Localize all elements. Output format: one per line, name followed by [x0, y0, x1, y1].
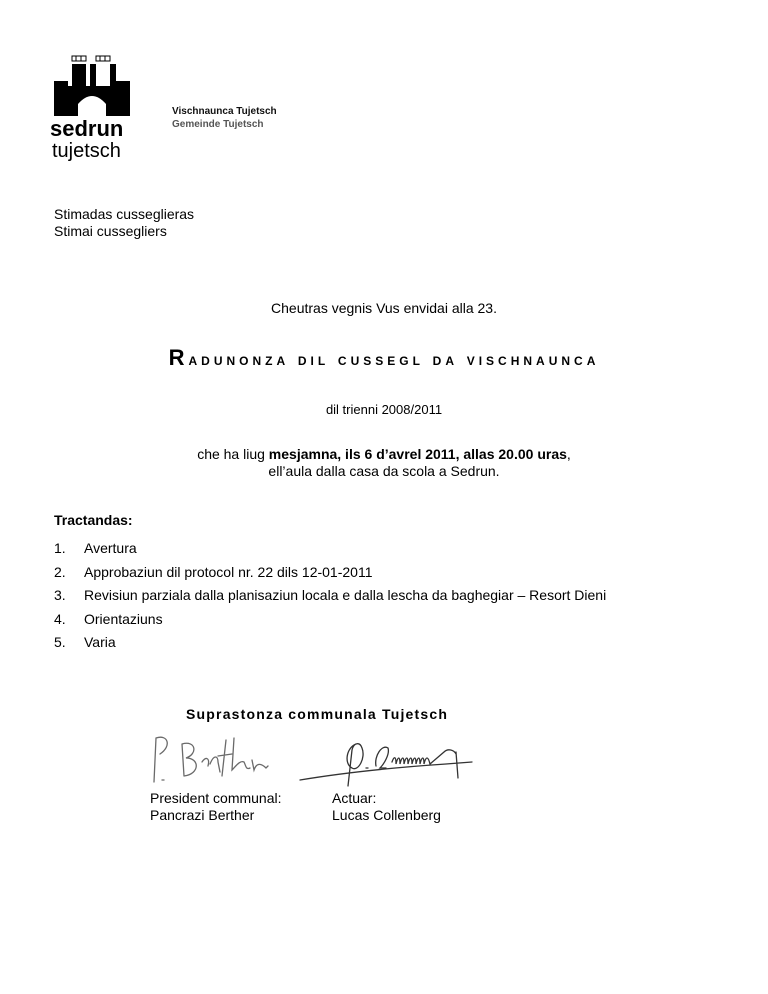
logo-sedrun: sedrun — [50, 116, 124, 141]
item-number: 4. — [54, 610, 66, 627]
logo-tujetsch: tujetsch — [52, 140, 121, 162]
when-suffix: , — [566, 446, 571, 462]
salutation-line: Stimadas cusseglieras — [54, 206, 195, 222]
item-number: 3. — [54, 587, 66, 603]
org-name-romansh: Vischnaunca Tujetsch — [172, 106, 277, 117]
meeting-when — [0, 446, 768, 480]
list-item — [54, 611, 606, 635]
item-text: Avertura — [84, 540, 137, 556]
president-block — [150, 790, 282, 824]
item-number: 1. — [54, 540, 66, 556]
item-number: 2. — [54, 563, 66, 580]
president-role: President communal: — [150, 790, 282, 806]
actuary-role: Actuar: — [332, 790, 377, 806]
municipality-logo — [50, 54, 162, 164]
list-item — [54, 540, 606, 564]
when-date: mesjamna, ils 6 d’avrel 2011, allas 20.00 uras — [268, 446, 567, 462]
agenda-heading: Tractandas: — [54, 512, 133, 528]
meeting-period: dil trienni 2008/2011 — [325, 402, 443, 417]
item-number: 5. — [54, 634, 66, 650]
salutation — [54, 206, 194, 240]
item-text: Revisiun parziala dalla planisaziun locala e dalla lescha da baghegiar – Resort Dieni — [84, 587, 607, 603]
president-signature — [148, 730, 278, 786]
when-prefix: che ha liug — [197, 446, 269, 462]
item-text: Varia — [84, 634, 116, 650]
meeting-title — [0, 345, 768, 371]
item-text: Approbaziun dil protocol nr. 22 dils 12-01-2011 — [84, 563, 373, 580]
title-initial: R — [168, 345, 189, 370]
president-name: Pancrazi Berther — [150, 807, 255, 823]
invitation-intro: Cheutras vegnis Vus envidai alla 23. — [271, 300, 497, 316]
item-text: Orientaziuns — [84, 610, 163, 627]
org-name-german: Gemeinde Tujetsch — [172, 119, 264, 130]
board-name: Suprastonza communala Tujetsch — [186, 706, 449, 722]
list-item — [54, 564, 606, 588]
actuary-block — [332, 790, 441, 824]
salutation-line: Stimai cussegliers — [54, 223, 167, 239]
actuary-signature — [296, 738, 476, 788]
agenda-list — [54, 540, 606, 658]
list-item — [54, 634, 606, 658]
meeting-location: ell’aula dalla casa da scola a Sedrun. — [268, 463, 500, 479]
title-rest: adunonza dil cussegl da vischnaunca — [188, 350, 600, 369]
list-item — [54, 587, 606, 611]
actuary-name: Lucas Collenberg — [332, 807, 441, 823]
